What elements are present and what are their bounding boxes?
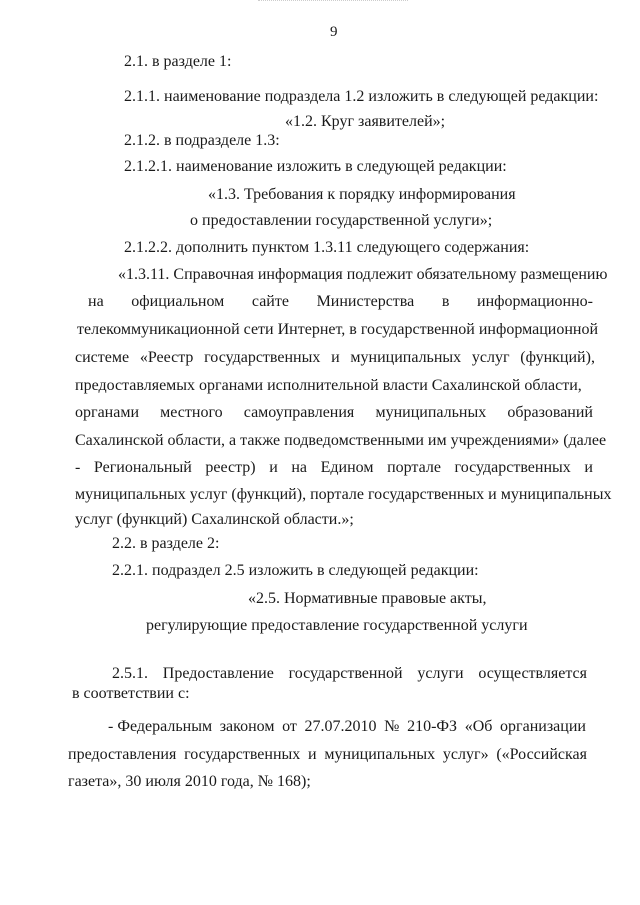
word: сайте	[251, 293, 289, 310]
word: самоуправления	[243, 404, 355, 421]
word: государственной	[288, 665, 403, 682]
text-line: регулирующие предоставление государственной услуги	[146, 617, 528, 634]
word: на	[88, 293, 104, 310]
word: «Реестр	[139, 349, 194, 366]
word: организации	[500, 718, 586, 735]
word: («Российская	[496, 746, 587, 763]
word: услуг	[471, 349, 510, 366]
word: услуг»	[442, 746, 489, 763]
word: в	[441, 293, 450, 310]
word: Региональный	[93, 459, 192, 476]
text-line: газета», 30 июля 2010 года, № 168);	[68, 773, 311, 790]
word: местного	[160, 404, 223, 421]
text-line: в соответствии с:	[72, 685, 190, 702]
justified-line	[75, 348, 595, 368]
text-line: «1.3.11. Справочная информация подлежит обязательному размещению	[118, 266, 608, 283]
text-line: предоставляемых органами исполнительной власти Сахалинской области,	[75, 377, 582, 394]
word: реестр)	[205, 459, 256, 476]
justified-line	[75, 403, 593, 423]
text-line: «1.3. Требования к порядку информирования	[208, 186, 516, 203]
word: и	[584, 459, 593, 476]
word: 210-ФЗ	[407, 718, 458, 735]
word: 2.5.1.	[112, 665, 148, 682]
word: образований	[507, 404, 593, 421]
page-number: 9	[330, 24, 338, 40]
word: государственных	[454, 459, 571, 476]
text-line: «2.5. Нормативные правовые акты,	[248, 590, 487, 607]
word: и	[269, 459, 278, 476]
text-line: муниципальных услуг (функций), портале государственных и муниципальных	[75, 486, 612, 503]
word: законом	[219, 718, 275, 735]
text-line: услуг (функций) Сахалинской области.»;	[75, 511, 354, 528]
word: официальном	[131, 293, 225, 310]
word: и	[331, 349, 340, 366]
justified-line	[75, 458, 593, 478]
text-line: 2.2.1. подраздел 2.5 изложить в следующей редакции:	[112, 562, 479, 579]
text-line: о предоставлении государственной услуги»;	[190, 212, 493, 229]
word: и	[308, 746, 317, 763]
word: системе	[75, 349, 130, 366]
word: №	[384, 718, 400, 735]
text-line: телекоммуникационной сети Интернет, в государственной информационной	[77, 321, 599, 338]
word: муниципальных	[375, 404, 487, 421]
text-line: 2.1.1. наименование подраздела 1.2 изложить в следующей редакции:	[124, 88, 599, 105]
word: Едином	[320, 459, 374, 476]
justified-line	[68, 745, 587, 765]
text-line: «1.2. Круг заявителей»;	[285, 113, 446, 130]
word: портале	[387, 459, 441, 476]
word: осуществляется	[478, 665, 587, 682]
word: предоставления	[68, 746, 177, 763]
word: на	[291, 459, 308, 476]
word: 27.07.2010	[304, 718, 377, 735]
word: услуги	[417, 665, 464, 682]
word: органами	[75, 404, 140, 421]
word: -	[75, 459, 81, 476]
scan-artifact	[258, 0, 408, 7]
word: от	[282, 718, 297, 735]
word: Предоставление	[162, 665, 274, 682]
word: (функций),	[520, 349, 595, 366]
justified-line	[112, 664, 587, 684]
word: муниципальных	[350, 349, 462, 366]
justified-line	[88, 292, 593, 312]
word: государственных	[204, 349, 321, 366]
text-line: 2.1. в разделе 1:	[124, 53, 232, 70]
word: - Федеральным	[108, 718, 213, 735]
text-line: 2.1.2. в подразделе 1.3:	[124, 132, 280, 149]
text-line: 2.2. в разделе 2:	[112, 535, 220, 552]
word: Министерства	[316, 293, 415, 310]
word: муниципальных	[324, 746, 436, 763]
text-line: 2.1.2.2. дополнить пунктом 1.3.11 следующего содержания:	[124, 239, 530, 256]
word: информационно-	[477, 293, 593, 310]
justified-line	[108, 717, 586, 737]
word: государственных	[184, 746, 301, 763]
word: «Об	[464, 718, 493, 735]
text-line: 2.1.2.1. наименование изложить в следующей редакции:	[124, 158, 507, 175]
text-line: Сахалинской области, а также подведомственными им учреждениями» (далее	[75, 432, 607, 449]
